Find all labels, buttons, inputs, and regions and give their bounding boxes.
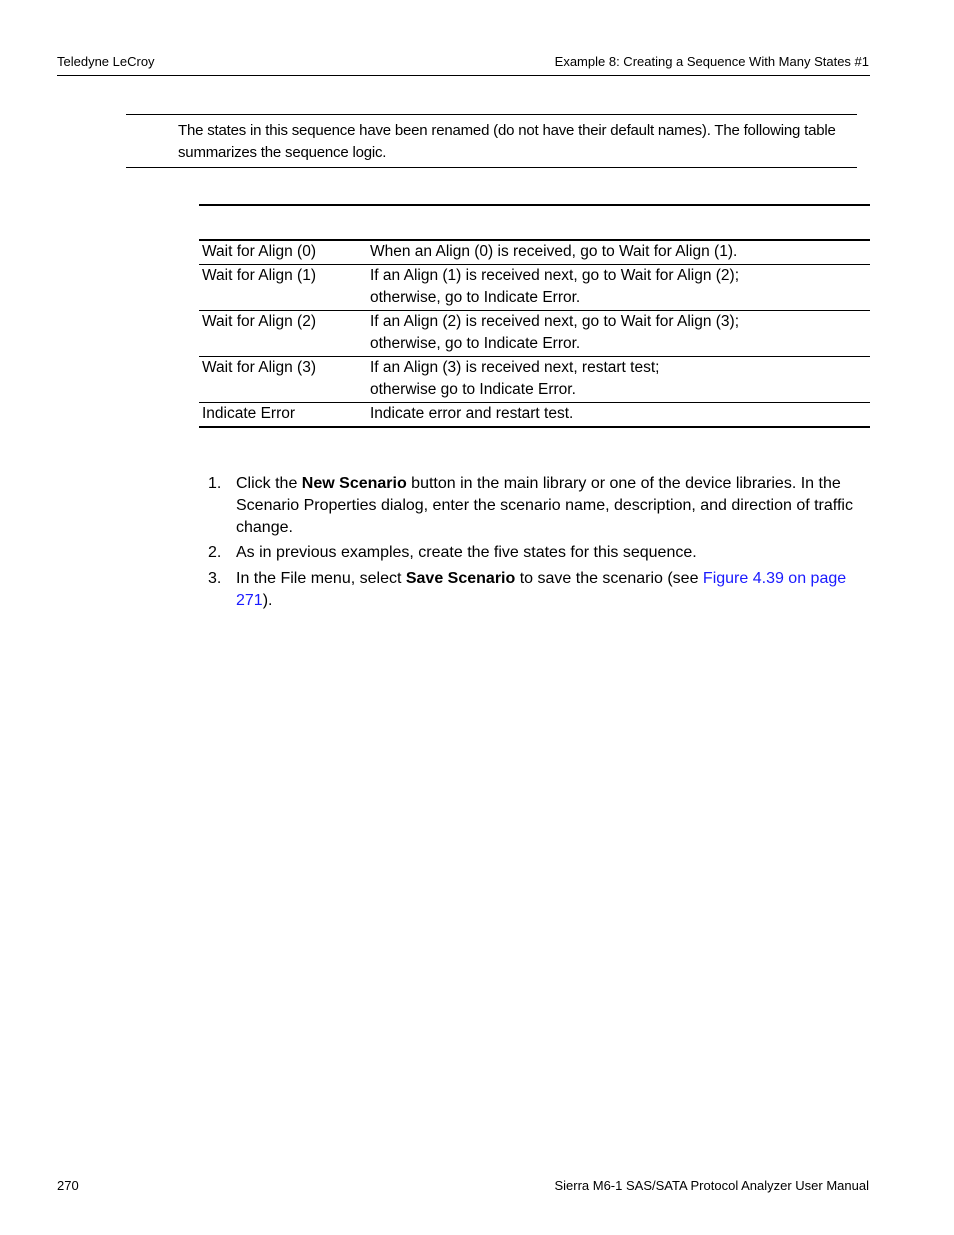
- description-line: Indicate error and restart test.: [370, 405, 574, 422]
- state-name: Wait for Align (1): [199, 265, 367, 311]
- state-description: [367, 403, 870, 428]
- table-row: [199, 241, 870, 265]
- step-text-post: ).: [262, 591, 273, 609]
- description-line: If an Align (2) is received next, go to Wait for Align (3);: [370, 313, 740, 330]
- step-text: As in previous examples, create the five states for this sequence.: [236, 544, 697, 562]
- page-number: 270: [57, 1178, 79, 1193]
- figure-cross-reference-link[interactable]: Figure 4.39 on page 271: [236, 570, 847, 609]
- step-number: 1.: [208, 475, 222, 492]
- description-line: If an Align (3) is received next, restart test;: [370, 359, 660, 376]
- step-text-pre: In the File menu, select: [236, 570, 406, 588]
- step-item: [208, 542, 868, 564]
- description-line: otherwise, go to Indicate Error.: [370, 334, 581, 352]
- table-row: [199, 265, 870, 311]
- description-line: When an Align (0) is received, go to Wait for Align (1).: [370, 243, 738, 260]
- step-text-mid: to save the scenario (see: [515, 570, 703, 588]
- state-description: [367, 265, 870, 311]
- state-name: Wait for Align (2): [199, 311, 367, 357]
- state-description: [367, 311, 870, 357]
- table-row: [199, 403, 870, 428]
- table-row: [199, 311, 870, 357]
- state-description: [367, 241, 870, 265]
- step-number: 3.: [208, 570, 222, 588]
- step-number: 2.: [208, 544, 222, 562]
- header-rule: [57, 75, 870, 76]
- ui-term-save-scenario: Save Scenario: [405, 570, 516, 588]
- description-line: otherwise, go to Indicate Error.: [370, 288, 581, 306]
- state-name: Wait for Align (0): [199, 241, 367, 265]
- step-item: [208, 473, 868, 538]
- description-line: otherwise go to Indicate Error.: [370, 380, 576, 398]
- sequence-logic-table: [199, 239, 870, 428]
- manual-title: Sierra M6-1 SAS/SATA Protocol Analyzer User Manual: [554, 1178, 869, 1193]
- step-text-post: button in the main library or one of the device libraries. In the Scenario Properties dialog, enter the scenario name, description, and direction of traffic change.: [236, 475, 853, 536]
- step-item: [208, 568, 868, 612]
- ui-term-new-scenario: New Scenario: [301, 475, 407, 492]
- state-name: Indicate Error: [199, 403, 367, 428]
- running-header-left: Teledyne LeCroy: [57, 54, 155, 69]
- note-box: [126, 114, 857, 168]
- procedure-steps: [208, 473, 868, 616]
- running-header-right: Example 8: Creating a Sequence With Many States #1: [554, 54, 869, 69]
- description-line: If an Align (1) is received next, go to Wait for Align (2);: [370, 267, 740, 284]
- table-top-rule: [199, 204, 870, 206]
- state-description: [367, 357, 870, 403]
- state-name: Wait for Align (3): [199, 357, 367, 403]
- step-text-pre: Click the: [236, 475, 302, 492]
- table-row: [199, 357, 870, 403]
- note-text: The states in this sequence have been renamed (do not have their default names). The following table summarizes the sequence logic.: [178, 122, 836, 161]
